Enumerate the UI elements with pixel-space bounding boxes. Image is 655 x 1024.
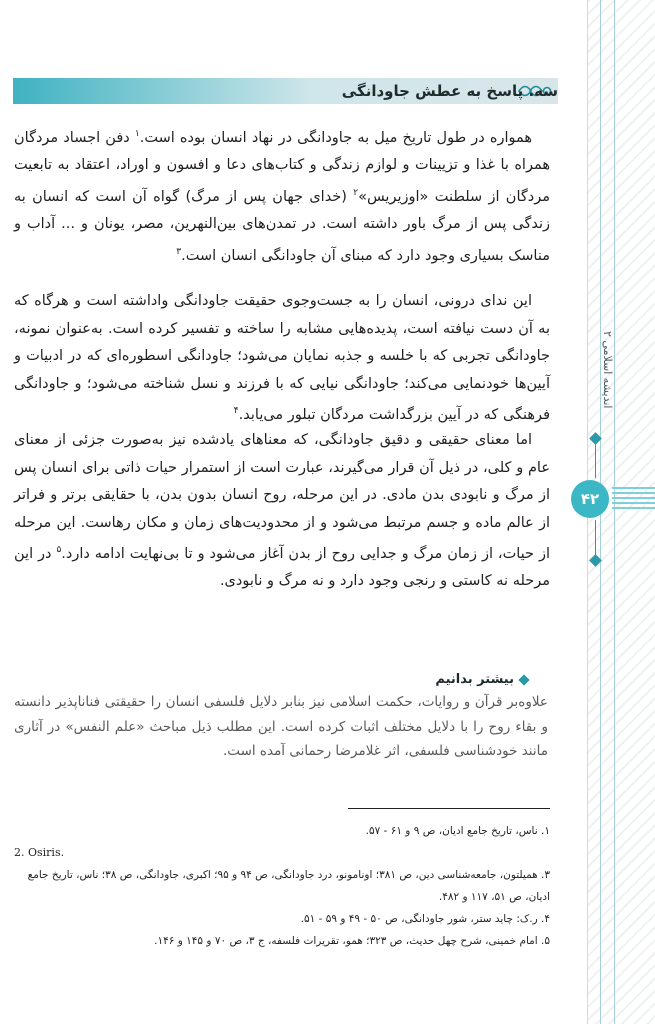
footnotes bbox=[14, 820, 550, 952]
running-book-title: اندیشه اسلامی ۲ bbox=[601, 331, 614, 409]
paragraph-2: این ندای درونی، انسان را به جست‌وجوی حقیقت جاودانگی واداشته است و هرگاه که به آن دست نیافته است، پدیده‌هایی مشابه را ساخته و تفسیر کرده است. به‌عنوان نمونه، جاودانگی تجربی که با خلسه و جذبه نمایان می‌شود؛ جاودانگی اسطوره‌ای که در ادبیات و آیین‌ها خودنمایی می‌کند؛ جاودانگی نیایی که با فرزند و نسل شناخته می‌شود؛ و جاودانگی فرهنگی که در آیین بزرگداشت مردگان تبلور می‌یابد.$^۴$ bbox=[14, 293, 550, 423]
footnote: 2. Osiris. bbox=[14, 846, 65, 859]
footnote: ۱. ناس، تاریخ جامع ادیان، ص ۹ و ۶۱ - ۵۷. bbox=[365, 825, 550, 837]
footnote-divider bbox=[348, 808, 550, 809]
side-divider bbox=[614, 0, 615, 1024]
section-title: سه. پاسخ به عطش جاودانگی bbox=[341, 82, 558, 100]
footnote: ۵. امام خمینی، شرح چهل حدیث، ص ۳۲۳؛ همو، تقریرات فلسفه، ج ۳، ص ۷۰ و ۱۴۵ و ۱۴۶. bbox=[154, 935, 550, 947]
paragraph-3: اما معنای حقیقی و دقیق جاودانگی، که معناهای یادشده نیز به‌صورت جزئی از معنای عام و کلی، در ذیل آن قرار می‌گیرند، عبارت است از استمرار حیات ذاتی برای انسان پس از مرگ و نابودی بدن مادی. در این مرحله، روح انسان بدون بدن، با حقایقی برتر و فراتر از عالم ماده و جسم مرتبط می‌شود و از محدودیت‌های زمان و مکان رهاست. این مرحله از حیات، از زمان مرگ و جدایی روح از بدن آغاز می‌شود و تا بی‌نهایت ادامه دارد.$^۵$ در این مرحله نه کاستی و رنجی وجود دارد و نه مرگ و نابودی. bbox=[14, 432, 550, 590]
stripes-decoration bbox=[612, 487, 655, 511]
footnote: ۴. ر.ک: چاید ستر، شور جاودانگی، ص ۵۰ - ۴۹ و ۵۹ - ۵۱. bbox=[300, 913, 550, 925]
learn-more-box bbox=[14, 670, 548, 764]
connector-line bbox=[595, 440, 596, 478]
learn-more-text: علاوه‌بر قرآن و روایات، حکمت اسلامی نیز بنابر دلایل فلسفی انسان را حقیقتی فناناپذیر دانسته و بقاء روح را با دلایل مختلف اثبات کرده است. این مطلب ذیل مباحث «علم النفس» در آثاری مانند خودشناسی فلسفی، اثر غلامرضا رحمانی آمده است. bbox=[14, 694, 548, 759]
footnote: ۳. همیلتون، جامعه‌شناسی دین، ص ۳۸۱؛ اونامونو، درد جاودانگی، ص ۹۴ و ۹۵؛ اکبری، جاودانگی، ص ۳۸؛ ناس، تاریخ جامع ادیان، ص ۵۱، ۱۱۷ و ۴۸۲. bbox=[27, 869, 550, 903]
learn-more-title: بیشتر بدانیم bbox=[14, 670, 548, 690]
page-number: ۴۲ bbox=[571, 480, 609, 518]
diamond-bullet-icon bbox=[518, 674, 529, 685]
paragraph-1: همواره در طول تاریخ میل به جاودانگی در نهاد انسان بوده است.$^۱$ دفن اجساد مردگان همراه با غذا و تزیینات و لوازم زندگی و کتاب‌های دعا و افسون و اوراد، اعتقاد به تابعیت مردگان از سلطنت «اوزیریس»$^۲$ (خدای جهان پس از مرگ) گواه آن است که انسان به زندگی پس از مرگ باور داشته است. در تمدن‌های بین‌النهرین، مصر، یونان و ... آداب و مناسک بسیاری وجود دارد که مبنای آن جاودانگی انسان است.$^۳$ bbox=[14, 129, 550, 264]
